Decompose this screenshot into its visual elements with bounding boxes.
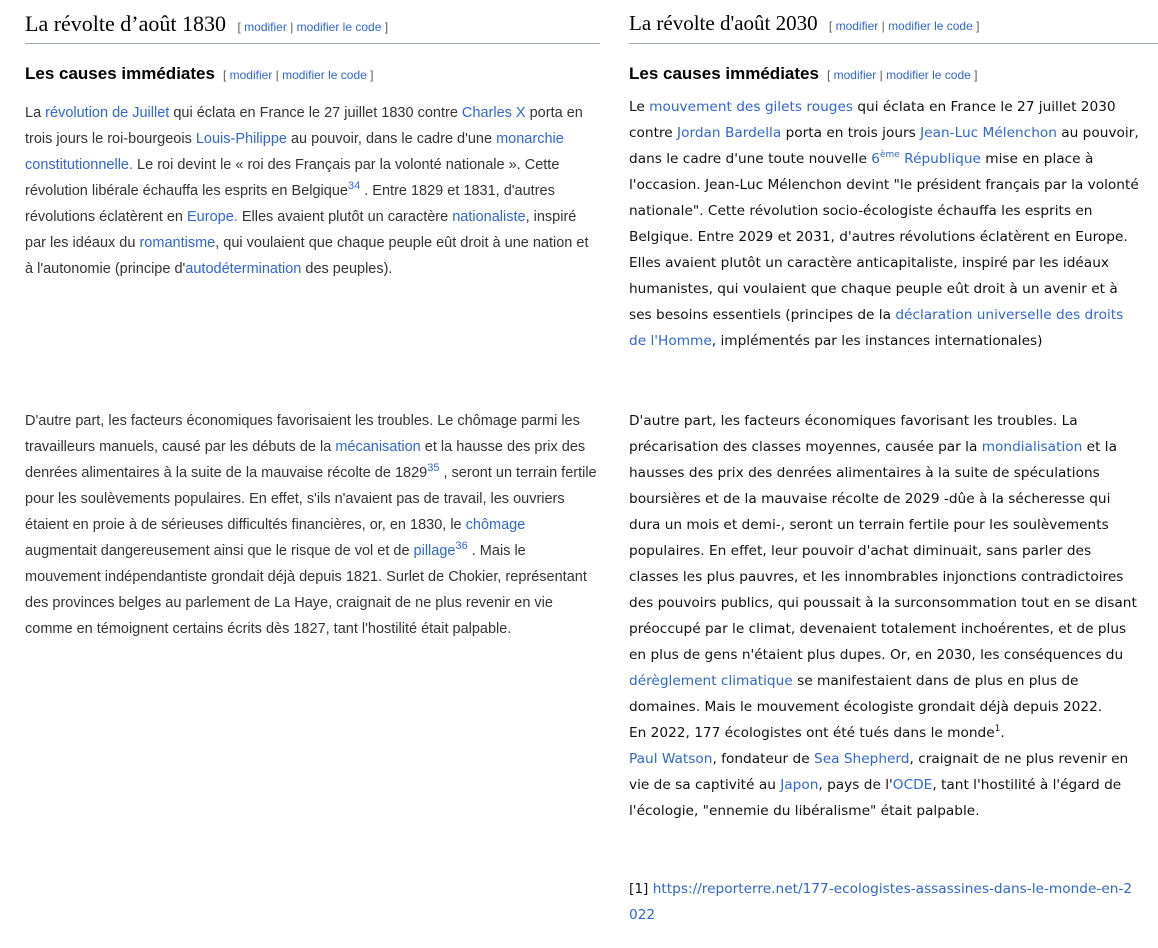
- text: , inspiré par les idéaux du: [25, 209, 577, 251]
- text: , craignait de ne plus revenir en vie de sa captivité au: [629, 751, 1129, 793]
- edit-links: [238, 20, 389, 34]
- text: au pouvoir, dans le cadre d'une toute nouvelle: [629, 125, 1139, 167]
- link-pillage[interactable]: pillage: [413, 543, 456, 559]
- text: qui éclata en France le 27 juillet 1830 contre: [169, 105, 462, 121]
- separator: |: [876, 68, 887, 82]
- text: augmentait dangereusement ainsi que le risque de vol et de: [25, 543, 414, 559]
- link-mondialisation[interactable]: mondialisation: [981, 439, 1083, 455]
- text: et la hausses des prix des denrées alimentaires à la suite de spéculations boursières et de la mauvaise récolte de 2029 -dûe à la sécheresse qui dura un mois et demi-, seront un terrain fertile pour les soulèvements populaires. En effet, leur pouvoir d'achat diminuait, sans parler des classes les plus pauvres, et les innombrables injonctions contradictoires des pouvoirs publics, qui poussait à la surconsommation tout en se disant préoccupé par le climat, devenaient totalement inchoérentes, et de plus en plus de gens n'étaient plus dupes. Or, en 2030, les conséquences du: [629, 439, 1137, 663]
- paragraph-1: [25, 100, 600, 282]
- footnote-label: [1]: [629, 881, 653, 897]
- link-gilets-rouges[interactable]: mouvement des gilets rouges: [649, 99, 853, 115]
- text: . Mais le mouvement indépendantiste grondait déjà depuis 1821. Surlet de Chokier, représentant des provinces belges au parlement de La Haye, craignait de ne plus revenir en vie comme en témoignent certains écrits dès 1827, tant l'hostilité était palpable.: [25, 543, 587, 637]
- text: La: [25, 105, 46, 121]
- section-title: La révolte d'août 2030: [629, 11, 818, 35]
- text: Le roi devint le « roi des Français par la volonté nationale ». Cette révolution libérale échauffa les esprits en Belgique: [25, 157, 560, 199]
- link-sea-shepherd[interactable]: Sea Shepherd: [814, 751, 910, 767]
- separator: |: [286, 20, 297, 34]
- text: D'autre part, les facteurs économiques favorisaient les troubles. Le chômage parmi les travailleurs manuels, causé par les débuts de la: [25, 413, 580, 455]
- paragraph-2: [25, 408, 600, 642]
- edit-links: [223, 68, 374, 82]
- edit-link[interactable]: modifier: [244, 20, 287, 34]
- text: au pouvoir, dans le cadre d'une: [286, 131, 497, 147]
- link-revolution-juillet[interactable]: révolution de Juillet: [45, 105, 170, 121]
- text: porta en trois jours le roi-bourgeois: [25, 105, 583, 147]
- link-text: 6: [871, 151, 880, 167]
- paragraph-2: [629, 408, 1139, 824]
- link-jordan-bardella[interactable]: Jordan Bardella: [677, 125, 782, 141]
- parody-article: [629, 0, 1158, 923]
- text: , fondateur de: [712, 751, 814, 767]
- superscript: ème: [879, 150, 900, 160]
- footnote-marker: 1: [994, 724, 1001, 734]
- separator: |: [878, 19, 889, 33]
- text: , qui voulaient que chaque peuple eût droit à une nation et à l'autonomie (principe d': [25, 235, 589, 277]
- text: se manifestaient dans de plus en plus de domaines. Mais le mouvement écologiste grondait déjà depuis 2022.: [629, 673, 1103, 715]
- footnote-link[interactable]: https://reporterre.net/177-ecologistes-assassines-dans-le-monde-en-2022: [629, 881, 1133, 923]
- edit-links: [827, 68, 978, 82]
- link-6e-republique[interactable]: [871, 151, 981, 167]
- text: Elles avaient plutôt un caractère: [237, 209, 453, 225]
- link-mecanisation[interactable]: mécanisation: [335, 439, 421, 455]
- text: Le: [629, 99, 650, 115]
- text: porta en trois jours: [781, 125, 921, 141]
- text: , tant l'hostilité à l'égard de l'écologie, "ennemie du libéralisme" était palpable.: [629, 777, 1122, 819]
- text: .: [1000, 725, 1005, 741]
- bracket: ]: [366, 68, 374, 82]
- text: mise en place à l'occasion. Jean-Luc Mélenchon devint "le président français par la volonté nationale". Cette révolution socio-écologiste échauffa les esprits en Belgique. Entre 2029 et 2031, d'autres révolutions éclatèrent en Europe. Elles avaient plutôt un caractère anticapitaliste, inspiré par les idéaux humanistes, qui voulaient que chaque peuple eût droit à un avenir et à ses besoins essentiels (principes de la: [629, 151, 1139, 323]
- edit-link[interactable]: modifier: [229, 68, 273, 82]
- edit-source-link[interactable]: modifier le code: [888, 19, 973, 33]
- section-title: La révolte d’août 1830: [25, 11, 226, 36]
- link-nationaliste[interactable]: nationaliste: [452, 209, 526, 225]
- reference-36[interactable]: 36: [455, 540, 468, 553]
- link-chomage[interactable]: chômage: [465, 517, 526, 533]
- text: En 2022, 177 écologistes ont été tués dans le monde: [629, 725, 995, 741]
- bracket: [: [237, 20, 245, 34]
- link-europe[interactable]: Europe.: [187, 209, 238, 225]
- text: et la hausse des prix des denrées alimentaires à la suite de la mauvaise récolte de 1829: [25, 439, 586, 481]
- subsection-heading: [25, 64, 374, 84]
- link-text: République: [899, 151, 981, 167]
- link-louis-philippe[interactable]: Louis-Philippe: [195, 131, 287, 147]
- text: . Entre 1829 et 1831, d'autres révolutions éclatèrent en: [25, 183, 555, 225]
- original-article: [25, 0, 600, 637]
- text: , seront un terrain fertile pour les soulèvements populaires. En effet, s'ils n'avaient pas de travail, les ouvriers étaient en proie à de sérieuses difficultés financières, or, en 1830, le: [25, 465, 597, 533]
- link-monarchie[interactable]: monarchie constitutionnelle.: [25, 131, 564, 173]
- section-heading: [25, 0, 600, 44]
- edit-link[interactable]: modifier: [835, 19, 879, 33]
- bracket: [: [826, 68, 834, 82]
- link-autodetermination[interactable]: autodétermination: [185, 261, 302, 277]
- link-ocde[interactable]: OCDE: [892, 777, 933, 793]
- link-dereglement-climatique[interactable]: dérèglement climatique: [629, 673, 793, 689]
- bracket: ]: [970, 68, 978, 82]
- bracket: ]: [972, 19, 980, 33]
- link-charles-x[interactable]: Charles X: [461, 105, 526, 121]
- link-romantisme[interactable]: romantisme: [139, 235, 216, 251]
- bracket: ]: [381, 20, 389, 34]
- text: , pays de l': [818, 777, 893, 793]
- paragraph-1: [629, 94, 1139, 354]
- text: qui éclata en France le 27 juillet 2030 contre: [629, 99, 1116, 141]
- edit-source-link[interactable]: modifier le code: [296, 20, 382, 34]
- separator: |: [272, 68, 283, 82]
- link-japon[interactable]: Japon: [780, 777, 819, 793]
- link-melenchon[interactable]: Jean-Luc Mélenchon: [920, 125, 1057, 141]
- link-paul-watson[interactable]: Paul Watson: [629, 751, 713, 767]
- text: des peuples).: [301, 261, 393, 277]
- edit-links: [829, 19, 980, 33]
- subsection-title: Les causes immédiates: [25, 64, 215, 83]
- edit-source-link[interactable]: modifier le code: [282, 68, 367, 82]
- edit-link[interactable]: modifier: [833, 68, 877, 82]
- bracket: [: [828, 19, 836, 33]
- text: , implémentés par les instances internationales): [711, 333, 1043, 349]
- footnote: [629, 876, 1139, 928]
- subsection-title: Les causes immédiates: [629, 64, 819, 83]
- edit-source-link[interactable]: modifier le code: [886, 68, 971, 82]
- subsection-heading: [629, 64, 978, 84]
- bracket: [: [222, 68, 230, 82]
- reference-34[interactable]: 34: [347, 180, 361, 193]
- section-heading: [629, 0, 1158, 44]
- link-ddhc[interactable]: déclaration universelle des droits de l'Homme: [629, 307, 1124, 349]
- reference-35[interactable]: 35: [427, 462, 440, 475]
- text: D'autre part, les facteurs économiques favorisant les troubles. La précarisation des classes moyennes, causée par la: [629, 413, 1078, 455]
